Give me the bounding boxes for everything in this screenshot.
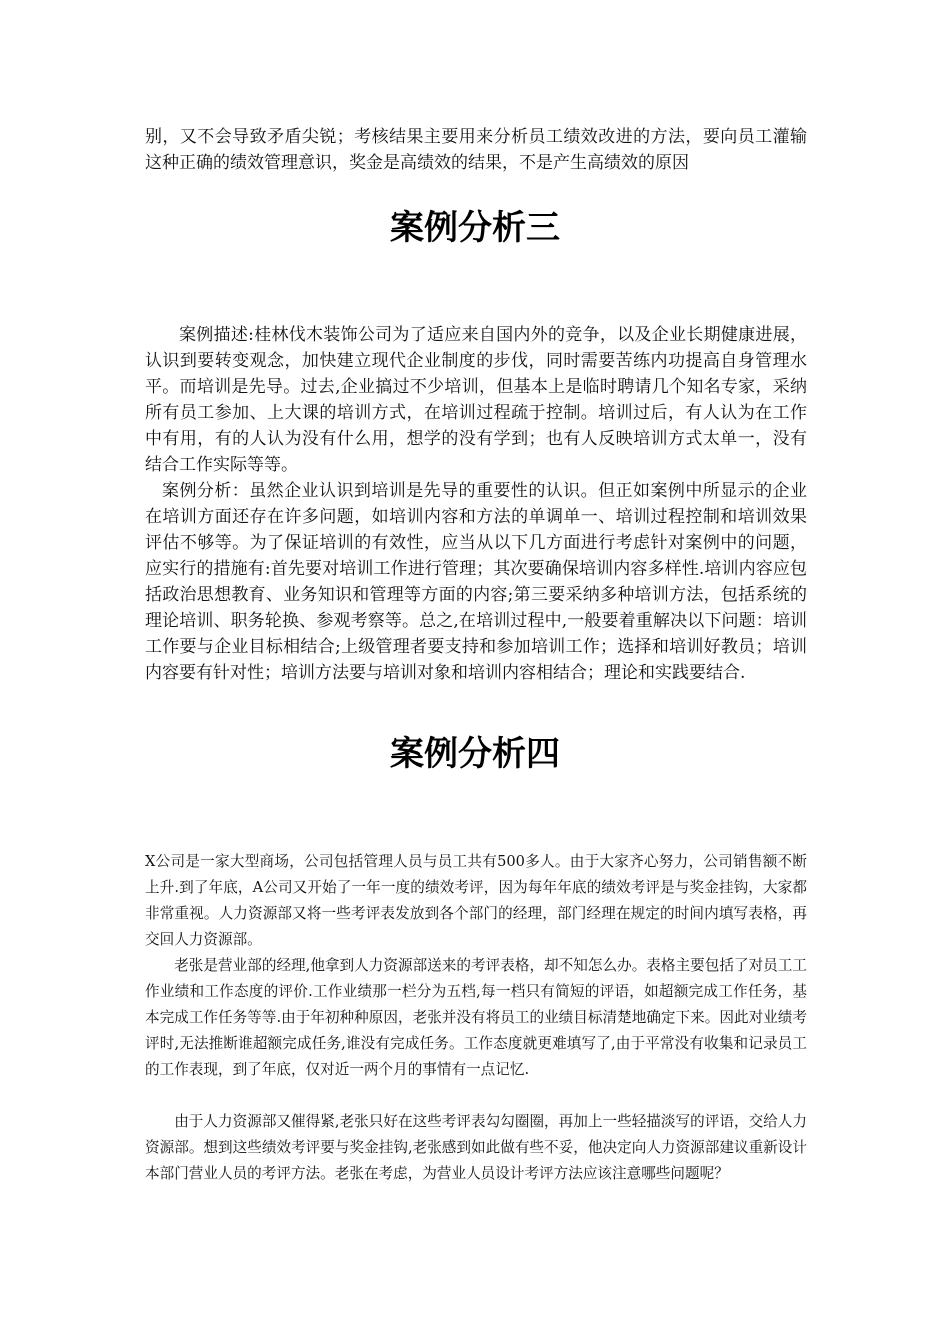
section4-title: 案例分析四 <box>390 734 560 774</box>
section4-paragraph-2: 老张是营业部的经理,他拿到人力资源部送来的考评表格，却不知怎么办。表格主要包括了对员工工作业绩和工作态度的评价.工作业绩那一栏分为五档,每一档只有简短的评语，如超额完成工作任务，基本完成工作任务等等.由于年初种种原因，老张并没有将员工的业绩目标清楚地确定下来。因此对业绩考评时,无法推断谁超额完成任务,谁没有完成任务。工作态度就更难填写了,由于平常没有收集和记录员工的工作表现，到了年底，仅对近一两个月的事情有一点记忆. <box>145 957 807 1078</box>
section4-paragraph-3: 由于人力资源部又催得紧,老张只好在这些考评表勾勾圈圈，再加上一些轻描淡写的评语，交给人力资源部。想到这些绩效考评要与奖金挂钩,老张感到如此做有些不妥，他决定向人力资源部建议重新设计本部门营业人员的考评方法。老张在考虑，为营业人员设计考评方法应该注意哪些问题呢？ <box>145 1113 807 1182</box>
section4-paragraph-1: X公司是一家大型商场，公司包括管理人员与员工共有500多人。由于大家齐心努力，公司销售额不断上升.到了年底，A公司又开始了一年一度的绩效考评，因为每年年底的绩效考评是与奖金挂钩，大家都非常重视。人力资源部又将一些考评表发放到各个部门的经理，部门经理在规定的时间内填写表格，再交回人力资源部。 <box>145 853 807 948</box>
section3-title: 案例分析三 <box>390 208 560 248</box>
top-paragraph: 别，又不会导致矛盾尖锐；考核结果主要用来分析员工绩效改进的方法，要向员工灌输这种正确的绩效管理意识，奖金是高绩效的结果，不是产生高绩效的原因 <box>145 127 807 173</box>
section3-analysis: 案例分析：虽然企业认识到培训是先导的重要性的认识。但正如案例中所显示的企业在培训方面还存在许多问题，如培训内容和方法的单调单一、培训过程控制和培训效果评估不够等。为了保证培训的有效性，应当从以下几方面进行考虑针对案例中的问题，应实行的措施有:首先要对培训工作进行管理；其次要确保培训内容多样性.培训内容应包括政治思想教育、业务知识和管理等方面的内容;第三要采纳多种培训方法，包括系统的理论培训、职务轮换、参观考察等。总之,在培训过程中,一般要着重解决以下问题：培训工作要与企业目标相结合;上级管理者要支持和参加培训工作；选择和培训好教员；培训内容要有针对性；培训方法要与培训对象和培训内容相结合；理论和实践要结合. <box>145 481 807 683</box>
section3-description: 案例描述:桂林伐木装饰公司为了适应来自国内外的竞争，以及企业长期健康进展，认识到要转变观念，加快建立现代企业制度的步伐，同时需要苦练内功提高自身管理水平。而培训是先导。过去,企业搞过不少培训，但基本上是临时聘请几个知名专家，采纳所有员工参加、上大课的培训方式，在培训过程疏于控制。培训过后，有人认为在工作中有用，有的人认为没有什么用，想学的没有学到；也有人反映培训方式太单一，没有结合工作实际等等。 <box>145 325 807 475</box>
